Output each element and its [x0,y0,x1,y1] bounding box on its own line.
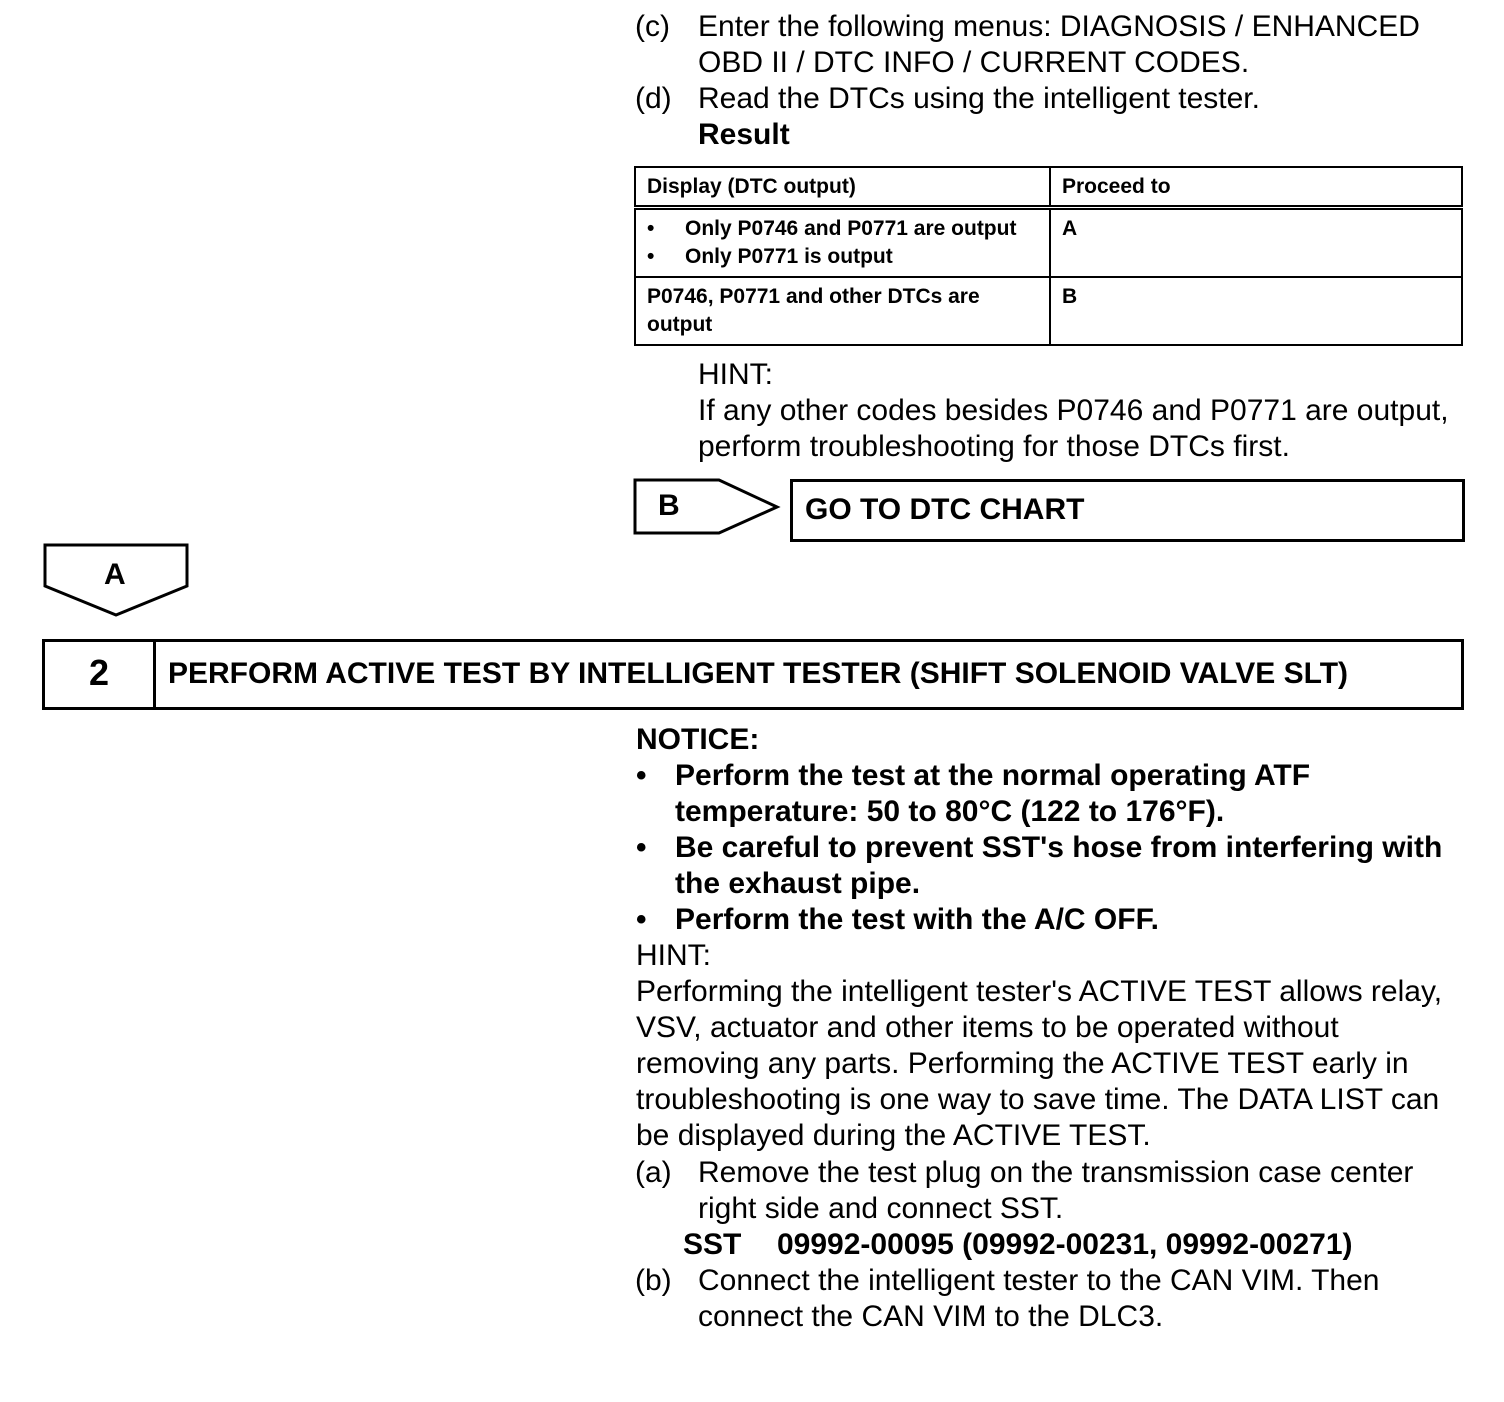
step-a-line1: Remove the test plug on the transmission case center [698,1156,1414,1189]
go-to-dtc-chart-text: GO TO DTC CHART [805,493,1085,526]
hint-line: troubleshooting is one way to save time. The DATA LIST can [636,1083,1440,1116]
bullet-icon: • [636,759,647,792]
step-d-letter: (d) [635,82,672,115]
step-c-line1: Enter the following menus: DIAGNOSIS / ENHANCED [698,10,1420,43]
step-number: 2 [45,642,156,707]
table-cell-proceed: A [1050,208,1462,278]
table-cell-display [635,208,1050,278]
step-b-letter: (b) [635,1264,672,1297]
table-row [635,208,1462,278]
step-b-line2: connect the CAN VIM to the DLC3. [698,1300,1164,1333]
step-2-header [42,639,1464,710]
step-a-line2: right side and connect SST. [698,1192,1064,1225]
step-c-line2: OBD II / DTC INFO / CURRENT CODES. [698,46,1250,79]
step-b-line1: Connect the intelligent tester to the CAN VIM. Then [698,1264,1380,1297]
notice-item-1-line2: temperature: 50 to 80°C (122 to 176°F). [675,795,1225,828]
result-table [634,166,1463,346]
table-cell-proceed: B [1050,277,1462,345]
sst-value: 09992-00095 (09992-00231, 09992-00271) [777,1228,1353,1261]
branch-a-label: A [104,558,126,591]
notice-item-3-line1: Perform the test with the A/C OFF. [675,903,1159,936]
hint-line: be displayed during the ACTIVE TEST. [636,1119,1151,1152]
notice-label: NOTICE: [636,723,760,756]
sst-label: SST [683,1228,742,1261]
step-d-line1: Read the DTCs using the intelligent tester. [698,82,1260,115]
cell-line: P0746, P0771 and other DTCs are [647,285,980,308]
hint-line: removing any parts. Performing the ACTIVE TEST early in [636,1047,1409,1080]
result-label: Result [698,118,790,151]
bullet-icon: • [636,903,647,936]
table-cell-display [635,277,1050,345]
cell-line: output [647,313,713,336]
table-header-display: Display (DTC output) [635,167,1050,208]
step-a-letter: (a) [635,1156,672,1189]
table-header-row [635,167,1462,208]
list-item [647,215,1039,243]
step-title: PERFORM ACTIVE TEST BY INTELLIGENT TESTER (SHIFT SOLENOID VALVE SLT) [168,657,1349,690]
hint-label: HINT: [636,939,711,972]
hint-line1: If any other codes besides P0746 and P0771 are output, [698,394,1449,427]
bullet-icon: • [636,831,647,864]
branch-b-label: B [658,489,680,522]
hint-line: Performing the intelligent tester's ACTIVE TEST allows relay, [636,975,1443,1008]
hint-line: VSV, actuator and other items to be operated without [636,1011,1339,1044]
notice-item-1-line1: Perform the test at the normal operating ATF [675,759,1311,792]
branch-b-arrow-icon [633,478,783,536]
bullet-icon: • [647,245,655,268]
step-c-letter: (c) [635,10,670,43]
table-header-proceed: Proceed to [1050,167,1462,208]
bullet-text: Only P0746 and P0771 are output [685,217,1017,240]
notice-item-2-line1: Be careful to prevent SST's hose from interfering with [675,831,1443,864]
list-item [647,243,1039,271]
bullet-icon: • [647,217,655,240]
notice-item-2-line2: the exhaust pipe. [675,867,921,900]
bullet-text: Only P0771 is output [685,245,893,268]
hint-line2: perform troubleshooting for those DTCs first. [698,430,1290,463]
go-to-dtc-chart-box[interactable] [790,479,1465,542]
hint-label: HINT: [698,358,773,391]
table-row [635,277,1462,345]
